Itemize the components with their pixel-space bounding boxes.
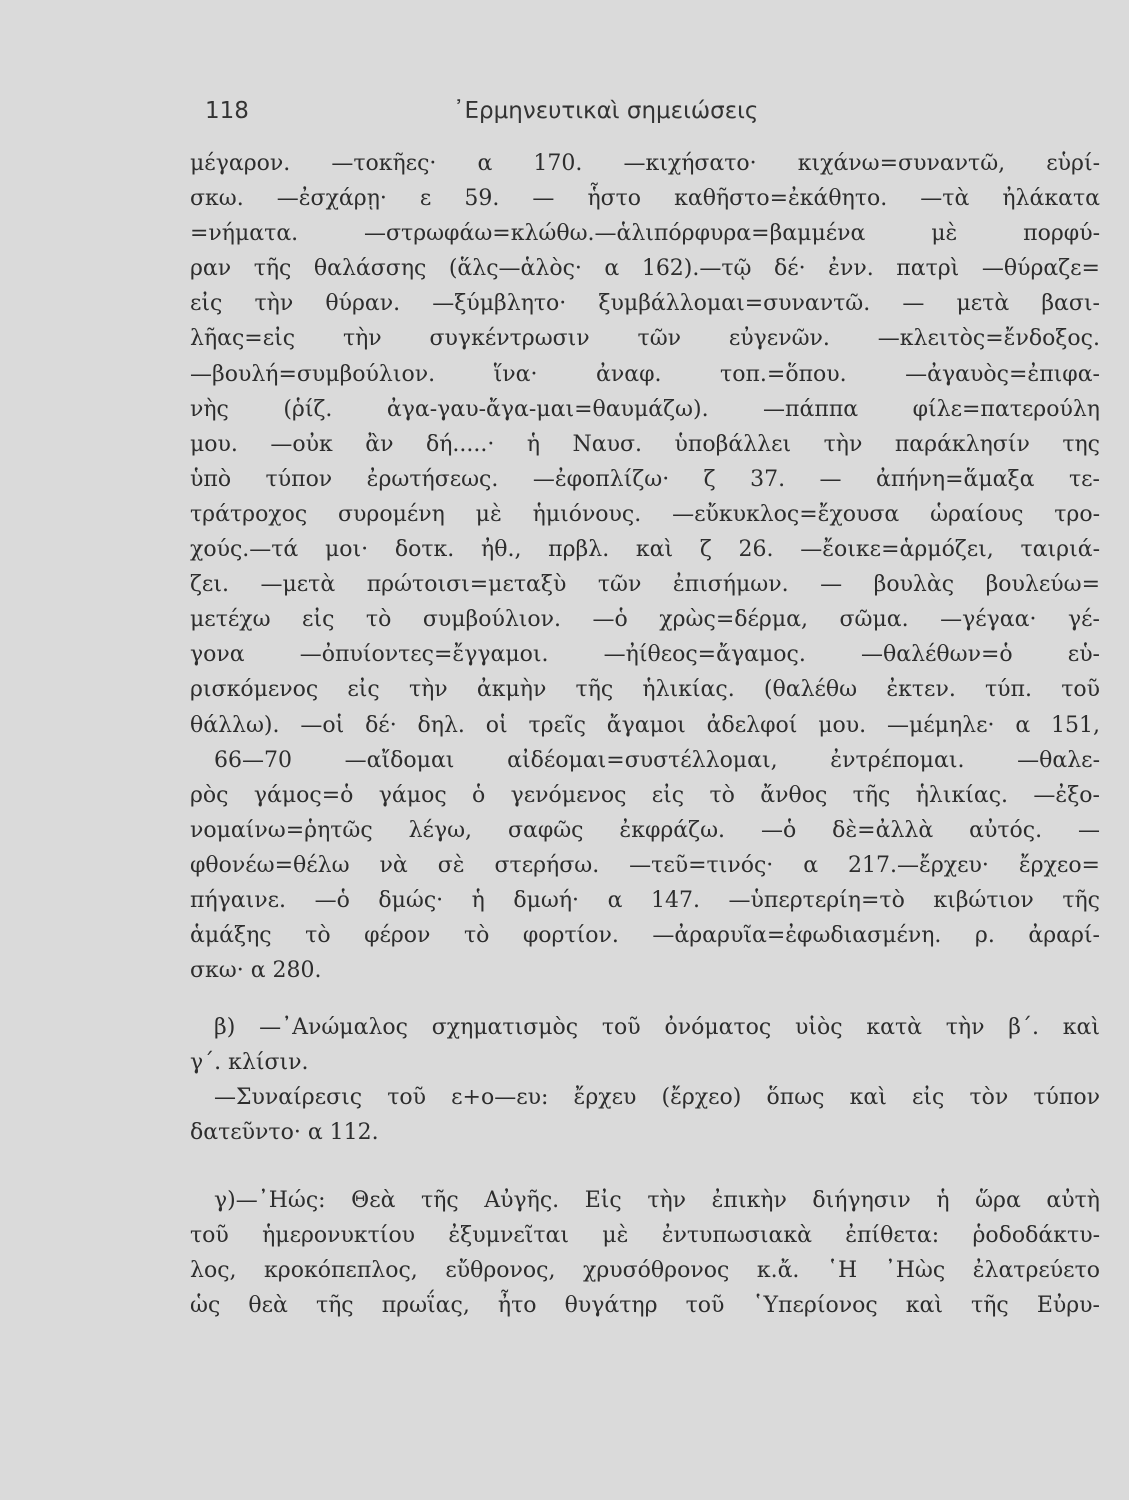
notes-line: τράτροχος συρομένη μὲ ἡμιόνους. —εὔκυκλος=ἔχουσα ὡραίους τρο- xyxy=(190,501,1100,527)
section-g-line: ὡς θεὰ τῆς πρωΐας, ἦτο θυγάτηρ τοῦ ῾Υπερίονος καὶ τῆς Εὐρυ- xyxy=(190,1293,1100,1319)
notes-line: 66—70 —αἴδομαι αἰδέομαι=συστέλλομαι, ἐντρέπομαι. —θαλε- xyxy=(214,747,1100,773)
notes-line: χούς.—τά μοι· δοτκ. ἠθ., πρβλ. καὶ ζ 26. —ἔοικε=ἁρμόζει, ταιριά- xyxy=(190,537,1100,563)
notes-line: νὴς (ῥίζ. ἀγα-γαυ-ἄγα-μαι=θαυμάζω). —πάππα φίλε=πατερούλη xyxy=(190,396,1100,422)
section-b-line: γ΄. κλίσιν. xyxy=(190,1050,309,1076)
notes-line: μου. —οὐκ ἂν δή.....· ἡ Ναυσ. ὑποβάλλει τὴν παράκλησίν της xyxy=(190,431,1100,457)
notes-line: σκω· α 280. xyxy=(190,958,322,984)
notes-line: νομαίνω=ῥητῶς λέγω, σαφῶς ἐκφράζω. —ὁ δὲ=ἀλλὰ αὐτός. — xyxy=(190,817,1100,843)
notes-line: μέγαρον. —τοκῆες· α 170. —κιχήσατο· κιχάνω=συναντῶ, εὑρί- xyxy=(190,151,1100,176)
section-g-line: γ)—᾿Ηώς: Θεὰ τῆς Αὐγῆς. Εἰς τὴν ἐπικὴν διήγησιν ἡ ὥρα αὐτὴ xyxy=(214,1188,1100,1213)
notes-line: =νήματα. —στρωφάω=κλώθω.—ἁλιπόρφυρα=βαμμένα μὲ πορφύ- xyxy=(190,221,1100,247)
notes-block xyxy=(190,146,1100,988)
notes-line: ραν τῆς θαλάσσης (ἅλς—ἁλὸς· α 162).—τῷ δέ· ἐνν. πατρὶ —θύραζε= xyxy=(190,256,1100,282)
notes-line: —βουλή=συμβούλιον. ἵνα· ἀναφ. τοπ.=ὅπου. —ἀγαυὸς=ἐπιφα- xyxy=(190,361,1100,387)
notes-line: ρισκόμενος εἰς τὴν ἀκμὴν τῆς ἡλικίας. (θαλέθω ἐκτεν. τύπ. τοῦ xyxy=(190,677,1100,703)
section-b-line: β) —᾿Ανώμαλος σχηματισμὸς τοῦ ὀνόματος υἱὸς κατὰ τὴν β΄. καὶ xyxy=(214,1015,1100,1040)
notes-line: μετέχω εἰς τὸ συμβούλιον. —ὁ χρὼς=δέρμα, σῶμα. —γέγαα· γέ- xyxy=(190,607,1100,633)
notes-line: πήγαινε. —ὁ δμώς· ἡ δμωή· α 147. —ὑπερτερίη=τὸ κιβώτιον τῆς xyxy=(190,887,1100,913)
notes-line: λῆας=εἰς τὴν συγκέντρωσιν τῶν εὐγενῶν. —κλειτὸς=ἔνδοξος. xyxy=(190,326,1100,352)
section-b-line: δατεῦντο· α 112. xyxy=(190,1120,379,1146)
notes-line: εἰς τὴν θύραν. —ξύμβλητο· ξυμβάλλομαι=συναντῶ. — μετὰ βασι- xyxy=(190,291,1100,317)
notes-line: γονα —ὀπυίοντες=ἔγγαμοι. —ἠίθεος=ἄγαμος. —θαλέθων=ὁ εὑ- xyxy=(190,642,1100,668)
notes-line: σκω. —ἐσχάρῃ· ε 59. — ἧστο καθῆστο=ἐκάθητο. —τὰ ἠλάκατα xyxy=(190,186,1100,212)
section-g-line: λος, κροκόπεπλος, εὔθρονος, χρυσόθρονος κ.ἄ. ῾Η ᾿Ηὼς ἐλατρεύετο xyxy=(190,1258,1100,1284)
section-g xyxy=(190,1183,1100,1323)
section-b-line: —Συναίρεσις τοῦ ε+ο—ευ: ἔρχευ (ἔρχεο) ὅπως καὶ εἰς τὸν τύπον xyxy=(214,1085,1100,1111)
running-title: ᾿Ερμηνευτικαὶ σημειώσεις xyxy=(453,98,759,124)
notes-line: ρὸς γάμος=ὁ γάμος ὁ γενόμενος εἰς τὸ ἄνθος τῆς ἡλικίας. —ἐξο- xyxy=(190,782,1100,808)
section-b xyxy=(190,1010,1100,1150)
notes-line: ἁμάξης τὸ φέρον τὸ φορτίον. —ἀραρυῖα=ἐφωδιασμένη. ρ. ἀραρί- xyxy=(190,923,1100,949)
notes-line: φθονέω=θέλω νὰ σὲ στερήσω. —τεῦ=τινός· α 217.—ἔρχευ· ἔρχεο= xyxy=(190,852,1100,878)
section-g-line: τοῦ ἡμερονυκτίου ἐξυμνεῖται μὲ ἐντυπωσιακὰ ἐπίθετα: ῥοδοδάκτυ- xyxy=(190,1223,1100,1249)
page-number: 118 xyxy=(205,98,249,124)
notes-line: ὑπὸ τύπον ἐρωτήσεως. —ἐφοπλίζω· ζ 37. — ἀπήνη=ἅμαξα τε- xyxy=(190,466,1100,492)
notes-line: ζει. —μετὰ πρώτοισι=μεταξὺ τῶν ἐπισήμων. — βουλὰς βουλεύω= xyxy=(190,572,1100,598)
notes-line: θάλλω). —οἱ δέ· δηλ. οἱ τρεῖς ἄγαμοι ἀδελφοί μου. —μέμηλε· α 151, xyxy=(190,712,1100,738)
